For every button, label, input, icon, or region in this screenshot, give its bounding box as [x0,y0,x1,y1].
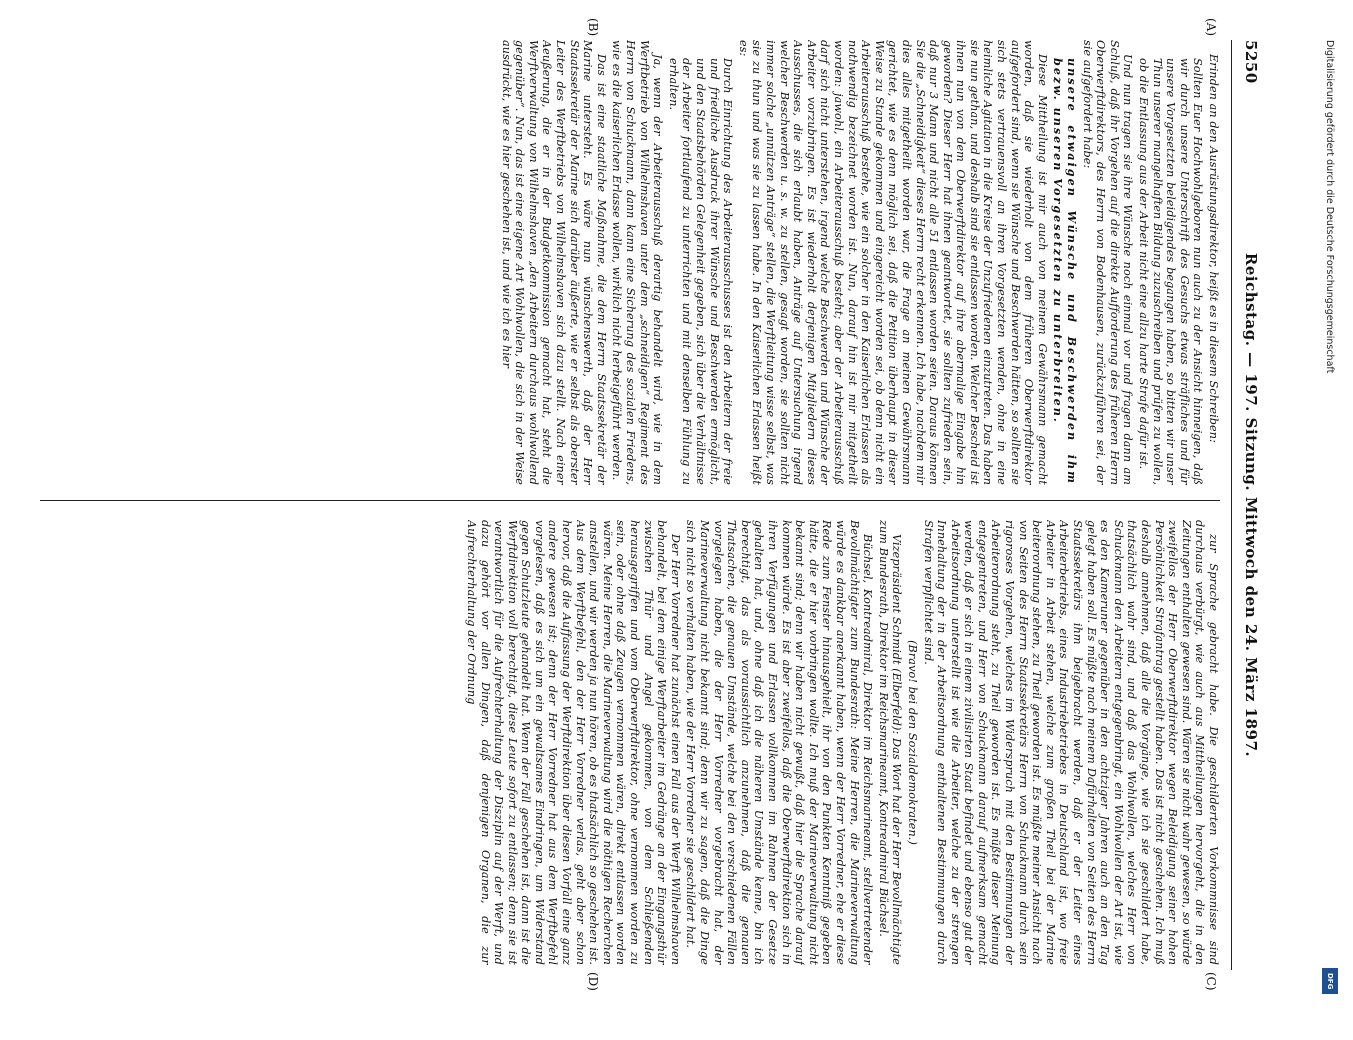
right-column [40,520,1220,965]
dfg-logo: DFG [1322,968,1338,994]
interjection: (Bravo! bei den Sozialdemokraten.) [905,640,919,845]
quote: Sollten Euer Hochwohlgeboren nun auch zu der Ansicht hinneigen, daß wir durch unsere Unterschrift des Gesuchs etwas sträfliches und für unsere Vorgesetzten beleidigendes begangen haben, so bitten wir unser Thun unserer mangelhaften Bildung zuzuschreiben und prüfen zu wollen, ob die Entlassung aus der Arbeit nicht eine allzu harte Strafe dafür ist. [1137,58,1205,485]
paragraph: Ja, wenn der Arbeiterausschuß derartig behandelt wird, wie in dem Werftbetrieb von Wilhelmshaven unter dem „schneidigen“ Regiment des Herrn von Schuckmann, dann kann eine Sicherung des sozialen Friedens, wie es die kaiserlichen Erlasse wollen, wirklich nicht herbeigeführt werden. [610,40,665,485]
margin-mark-d: (D) [586,972,600,991]
digitization-note-text: Digitalisierung gefördert durch die Deutsche Forschungsgemeinschaft [1324,40,1335,374]
paragraph: Erinden an den Ausrüstungsdirektor, heißt es in diesem Schreiben: [1207,54,1220,443]
quote: Durch Einrichtung des Arbeiterausschusses ist den Arbeitern der freie und friedliche Ausdruck ihrer Wünsche und Beschwerden ermöglicht, und den Staatsbehörden Gelegenheit gegeben, sich über die Verhältnisse der Arbeiter fortlaufend zu unterrichten und mit denselben Fühlung zu erhalten. [666,58,735,485]
paragraph: Das ist eine staatliche Maßnahme, die dem Herrn Staatssekretär der Marine untersteht. Es wäre nun wünschenswerth, daß der Herr Staatssekretär der Marine sich darüber äußerte, wie er selbst als oberster Leiter des Werftbetriebs von Wilhelmshaven sich dazu stellt. Nach einer Aeußerung, die er in der Budgetkommission gemacht hat, steht die Werftverwaltung von Wilhelmshaven „den Arbeitern durchaus wohlwollend gegenüber“. Nun, das ist eine eigene Art Wohlwollen, die sich in der Weise ausdrückt, wie es hier geschehen ist, und wie ich es hier [499,40,608,485]
page-number: 5250 [1242,40,1260,84]
running-title: Reichstag. — 197. Sitzung. Mittwoch den 24. März 1897. [1242,252,1260,758]
page-header [1231,40,1260,970]
left-column [40,40,1220,485]
margin-mark-a: (A) [1204,18,1218,37]
quote: unsere etwaigen Wünsche und Beschwerden ihm bezw. unseren Vorgesetzten zu unterbreiten. [1051,58,1080,485]
paragraph: zur Sprache gebracht habe. Die geschilderten Vorkommnisse sind durchaus verbürgt, wie auch aus Mittheilungen hervorgeht, die in den Zeitungen enthalten gewesen sind. Wären sie nicht wahr gewesen, so würde zweifellos der Herr Oberwerftdirektor wegen Beleidigung seiner hohen Persönlichkeit Strafantrag gestellt haben. Das ist nicht geschehen. Ich muß deshalb annehmen, daß alle die Vorgänge, wie ich sie geschildert habe, thatsächlich wahr sind, und daß das Wohlwollen, welches Herr von Schuckmann den Arbeitern entgegenbringt, ein Wohlwollen der Art ist, wie es den Kameruner gegenüber in den achtziger Jahren auch an den Tag gelegt haben soll. Es müßte nach meinem Dafürhalten von Seiten des Herrn Staatssekretärs ihm beigebracht werden, daß er der Leiter eines Arbeiterbetriebs, eines Industriebetriebes in Deutschland ist, wo freie Arbeiter in Arbeit stehen, welche zum großen Theil bei der Marine beiterordnung stehen, zu Theil geworden ist. Es müßte meiner Ansicht nach von Seiten des Herrn Staatssekretärs Herrn von Schuckmann durch sein rigoroses Vorgehen, welches im Widerspruch mit den Bestimmungen der Arbeiterordnung steht, zu Theil geworden ist. Es müßte dieser Meinung entgegentreten, und Herr von Schuckmann darauf aufmerksam gemacht werden, daß er sich in einem zivilisirten Staat befindet und ebenso gut der Arbeitsordnung unterstellt ist wie die Arbeiter, welche zu der strengen Innehaltung der in der Arbeitsordnung enthaltenen Bestimmungen durch Strafen verpflichtet sind. [921,520,1220,965]
margin-mark-c: (C) [1204,972,1218,991]
paragraph: Büchsel, Kontreadmiral, Direktor im Reichsmarineamt, stellvertretender Bevollmächtigter zum Bundesrath: Meine Herren, die Marineverwaltung würde es dankbar anerkannt haben, wenn der Herr Vorredner, ehe er diese Rede zum Fenster hinausgehielt, ihr von den Punkten Kenntniß gegeben hätte, die er hier vorbringen wollte. Ich muß der Marineverwaltung nicht bekannt sind; denn wir haben nicht gewußt, daß hier die Sprache darauf kommen würde. Es ist aber zweifellos, daß die Oberwerftdirektion sich in ihren Verfügungen und Erlassen vollkommen im Rahmen der Gesetze gehalten hat, und, ohne daß ich die näheren Umstände kenne, bin ich berechtigt, das als voraussichtlich anzunehmen, daß die genauen Thatsachen, die genauen Umstände, welche bei den verschiedenen Fällen vorgelegen haben, die der Herr Vorredner vorgebracht hat, der Marineverwaltung nicht bekannt sind; denn wir zu sagen, daß die Dinge sich nicht so verhalten haben, wie der Herr Vorredner sie geschildert hat. [684,520,875,965]
margin-mark-b: (B) [586,18,600,37]
paragraph: Vizepräsident Schmidt (Elberfeld): Das Wort hat der Herr Bevollmächtigte zum Bundesrath, Direktor im Reichsmarineamt, Kontreadmiral Büchsel. [876,520,904,965]
column-divider [40,500,1220,501]
paragraph: Der Herr Vorredner hat zunächst einen Fall aus der Werft Wilhelmshaven behandelt, bei dem einige Werftarbeiter im Gedränge an der Eingangsthür zwischen Thür und Angel gekommen, von dem Schließenden herausgegriffen und vom Oberwerftdirektor, ohne vernommen worden zu sein, oder ohne daß Zeugen vernommen wären, direkt entlassen worden wären. Meine Herren, die Marineverwaltung wird die nöthigen Recherchen anstellen, und wir werden ja nun hören, ob es thatsächlich so geschehen ist. Aus dem Werftbefehl, den der Herr Vorredner verlas, geht aber schon hervor, daß die Auffassung der Werftdirektion über diesen Vorfall eine ganz andere gewesen ist; denn der Herr Vorredner hat aus dem Werftbefehl vorgelesen, daß es sich um ein gewaltsames Eindringen, um Widerstand gegen Schutzleute gehandelt hat. Wenn der Fall geschehen ist, dann ist die Werftdirektion voll berechtigt, diese Leute sofort zu entlassen; denn sie ist verantwortlich für die Aufrechterhaltung der Disziplin auf der Werft, und dazu gehört vor allen Dingen, daß denjenigen Organen, die zur Aufrechterhaltung der Ordnung [464,520,682,965]
digitization-note [1318,0,1340,1000]
paragraph: Und nun tragen sie ihre Wünsche noch einmal vor und fragen dann am Schluß, daß ihr Vorgehen auf die direkte Aufforderung des früheren Herrn Oberwerftdirektors, des Herrn von Bodenhausen, zurückzuführen sei, der sie aufgefordert habe: [1080,40,1135,485]
paragraph: Diese Mittheilung ist mir auch von meinem Gewährsmann gemacht worden, daß sie wiederholt von dem früheren Oberwerftdirektor aufgefordert sind, wenn sie Wünsche und Beschwerden hätten, so sollten sie sich stets vertrauensvoll an ihren Vorgesetzten wenden, ohne in eine heimliche Agitation in die Kreise der Unzufriedenen einzutreten. Das haben sie nun gethan, und deshalb sind sie entlassen worden. Welcher Bescheid ist ihnen nun von dem Oberwerftdirektor auf ihre abermalige Eingabe hin geworden? Dieser Herr hat ihnen geantwortet, sie sollten zufrieden sein, daß nur 3 Mann und nicht alle 51 entlassen worden seien. Daraus können Sie die „Schneidigkeit“ dieses Herrn recht erkennen. Ich habe, nachdem mir dies alles mitgetheilt worden war, die Frage an meinen Gewährsmann gerichtet, wie es denn möglich sei, daß die Petition überhaupt in dieser Weise zu Stande gekommen und eingereicht worden sei, ob denn nicht ein Arbeiterausschuß bestehe, wie ein solcher in den Kaiserlichen Erlassen als nothwendig bezeichnet worden ist. Nun, darauf hin ist mir mitgetheilt worden: jawohl, ein Arbeiterausschuß besteht; aber der Arbeiterausschuß darf sich nicht unterstehen, irgend welche Beschwerden und Wünsche der Arbeiter vorzubringen. Es ist wiederholt derjenigen Mitgliedern dieses Ausschusses, die sich erlaubt haben, Anträge auf Untersuchung irgend welcher Beschwerden u. s. w. zu stellen, gesagt worden, sie sollten nicht immer solche „unnützen Anträge“ stellen, die Werftleitung wisse selbst, was sie zu thun und was sie zu lassen habe. In den Kaiserlichen Erlassen heißt es: [736,40,1049,485]
